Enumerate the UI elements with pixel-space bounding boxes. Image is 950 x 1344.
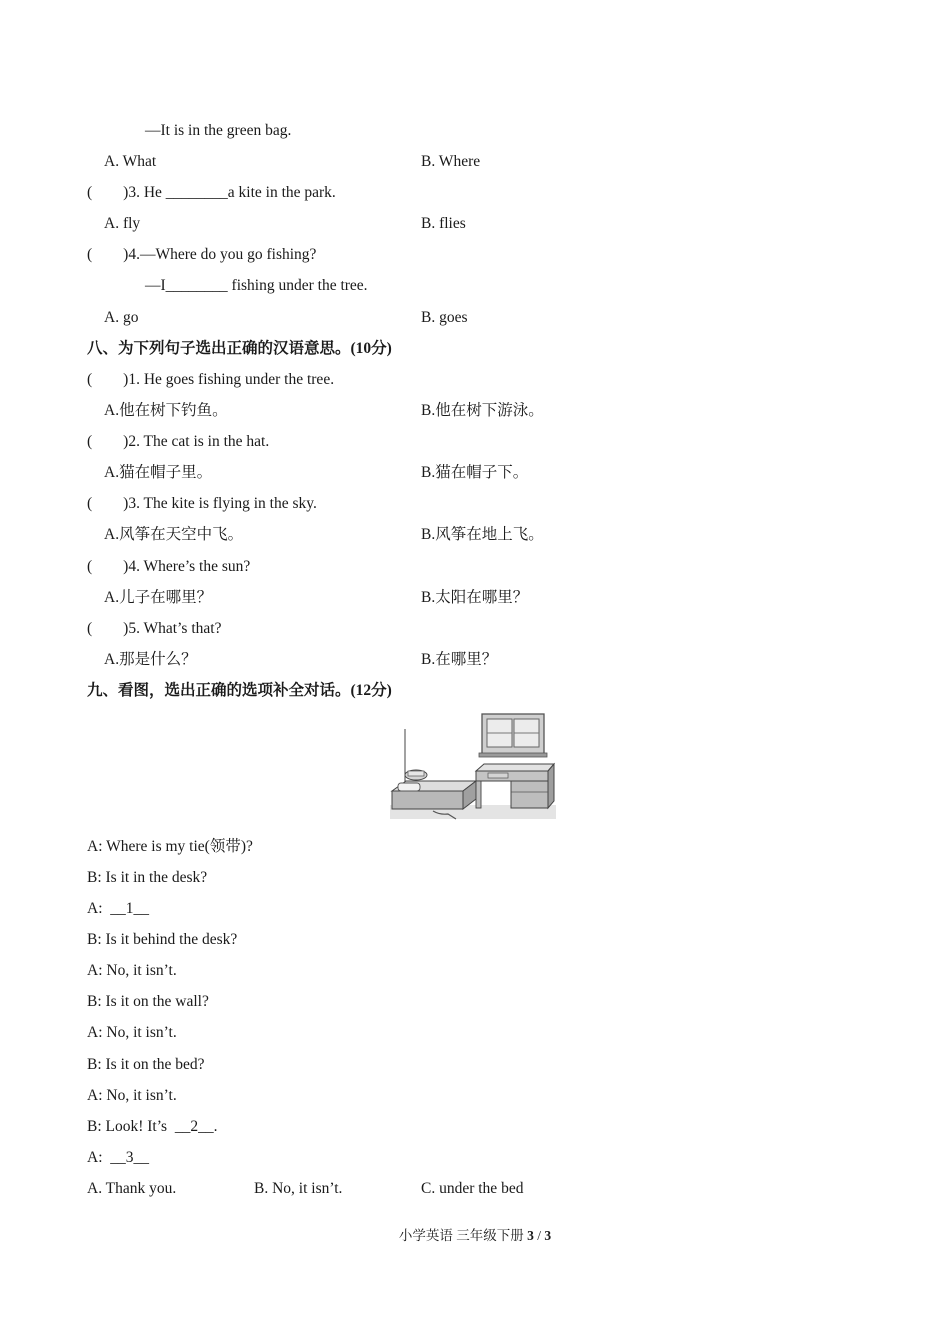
page-footer [0, 1224, 950, 1244]
q7-q4-answer: —I________ fishing under the tree. [145, 277, 368, 294]
answer-blank-2: __2__ [174, 1118, 214, 1135]
dialogue-line-10 [87, 1117, 217, 1137]
q7-q3-option-a: A. fly [104, 215, 141, 232]
dialogue-line-6: B: Is it on the wall? [87, 993, 209, 1010]
q8-item-5-option-b: B.在哪里？ [421, 651, 498, 668]
dialogue-line-9: A: No, it isn’t. [87, 1087, 177, 1104]
dialogue-line-11 [87, 1148, 149, 1168]
q8-item-3-stem: ( )3. The kite is flying in the sky. [87, 495, 317, 512]
q8-item-4-option-a: A.儿子在哪里？ [104, 589, 213, 606]
q8-item-3-option-a: A.风筝在天空中飞。 [104, 526, 244, 543]
option-c: C. under the bed [421, 1180, 524, 1197]
q8-item-3-option-b: B.风筝在地上飞。 [421, 526, 544, 543]
option-b: B. No, it isn’t. [254, 1180, 343, 1197]
window-drawing [479, 714, 547, 757]
q8-item-5-stem: ( )5. What’s that? [87, 620, 222, 637]
q8-item-1-option-a: A.他在树下钓鱼。 [104, 402, 228, 419]
q8-item-5-option-a: A.那是什么？ [104, 651, 197, 668]
dialogue-period: . [213, 1118, 218, 1135]
q7-q4-option-b: B. goes [421, 309, 468, 326]
dialogue-line-5: A: No, it isn’t. [87, 962, 177, 979]
dialogue-line-8: B: Is it on the bed? [87, 1056, 205, 1073]
q7-q2-option-a: A. What [104, 153, 157, 170]
q8-item-2-stem: ( )2. The cat is in the hat. [87, 433, 270, 450]
footer-total-pages: 3 [544, 1228, 552, 1243]
q8-item-1-option-b: B.他在树下游泳。 [421, 402, 544, 419]
q8-item-1-stem: ( )1. He goes fishing under the tree. [87, 371, 335, 388]
q8-item-4-option-b: B.太阳在哪里？ [421, 589, 529, 606]
q8-item-4-stem: ( )4. Where’s the sun? [87, 558, 251, 575]
answer-blank-1: __1__ [110, 900, 149, 917]
dialogue-line-2: B: Is it in the desk? [87, 869, 208, 886]
q7-q2-option-b: B. Where [421, 153, 481, 170]
q8-item-2-option-b: B.猫在帽子下。 [421, 464, 529, 481]
dialogue-text: B: Look! It’s [87, 1118, 175, 1135]
option-a: A. Thank you. [87, 1180, 177, 1197]
section-8-heading: 八、为下列句子选出正确的汉语意思。(10分) [87, 340, 392, 357]
q7-q4-stem: ( )4.—Where do you go fishing? [87, 246, 317, 263]
footer-subject: 小学英语 三年级下册 [398, 1228, 528, 1243]
dialogue-line-1: A: Where is my tie(领带)? [87, 838, 253, 855]
q8-item-2-option-a: A.猫在帽子里。 [104, 464, 213, 481]
dialogue-speaker: A: [87, 1149, 111, 1166]
footer-page-number: 3 [527, 1228, 534, 1243]
dialogue-speaker: A: [87, 900, 111, 917]
bedroom-illustration [388, 709, 558, 823]
footer-separator: / [533, 1228, 545, 1243]
section-9-heading: 九、看图，选出正确的选项补全对话。(12分) [87, 682, 392, 699]
answer-blank-3: __3__ [110, 1149, 149, 1166]
q7-q2-answer: —It is in the green bag. [145, 122, 292, 139]
q7-q4-option-a: A. go [104, 309, 139, 326]
dialogue-line-7: A: No, it isn’t. [87, 1024, 177, 1041]
dialogue-line-3 [87, 899, 149, 919]
q7-q3-option-b: B. flies [421, 215, 466, 232]
dialogue-line-4: B: Is it behind the desk? [87, 931, 238, 948]
q7-q3-stem: ( )3. He ________a kite in the park. [87, 184, 336, 201]
